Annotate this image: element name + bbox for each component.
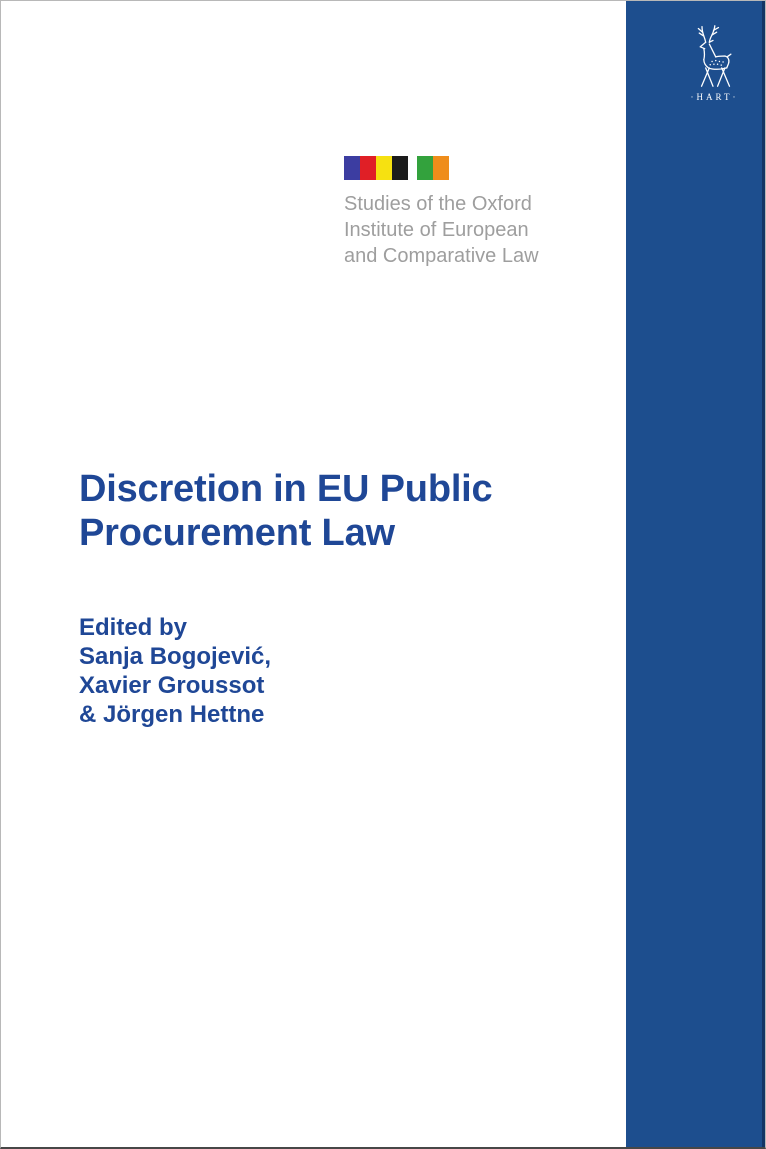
series-title-line-2: Institute of European xyxy=(344,219,529,241)
series-block xyxy=(344,156,539,269)
editors-block xyxy=(79,613,271,729)
series-square-black xyxy=(392,156,408,180)
publisher-band xyxy=(626,1,765,1147)
book-title xyxy=(79,467,492,555)
series-title-line-1: Studies of the Oxford xyxy=(344,193,532,215)
series-square-red xyxy=(360,156,376,180)
book-title-line-2: Procurement Law xyxy=(79,512,395,554)
editor-name-1: Sanja Bogojević, xyxy=(79,643,272,670)
book-title-line-1: Discretion in EU Public xyxy=(79,468,493,510)
series-square-green xyxy=(417,156,433,180)
stag-icon xyxy=(684,23,742,89)
editor-name-2: Xavier Groussot xyxy=(79,672,265,699)
series-square-blue xyxy=(344,156,360,180)
series-color-bar xyxy=(344,156,539,180)
editor-name-3: & Jörgen Hettne xyxy=(79,701,265,728)
series-title xyxy=(344,191,539,269)
hart-logo-text: ·HART· xyxy=(690,92,739,102)
series-square-orange xyxy=(433,156,449,180)
series-square-yellow xyxy=(376,156,392,180)
series-title-line-3: and Comparative Law xyxy=(344,245,539,267)
hart-publisher-logo xyxy=(684,23,742,102)
edited-by-label: Edited by xyxy=(79,614,188,641)
